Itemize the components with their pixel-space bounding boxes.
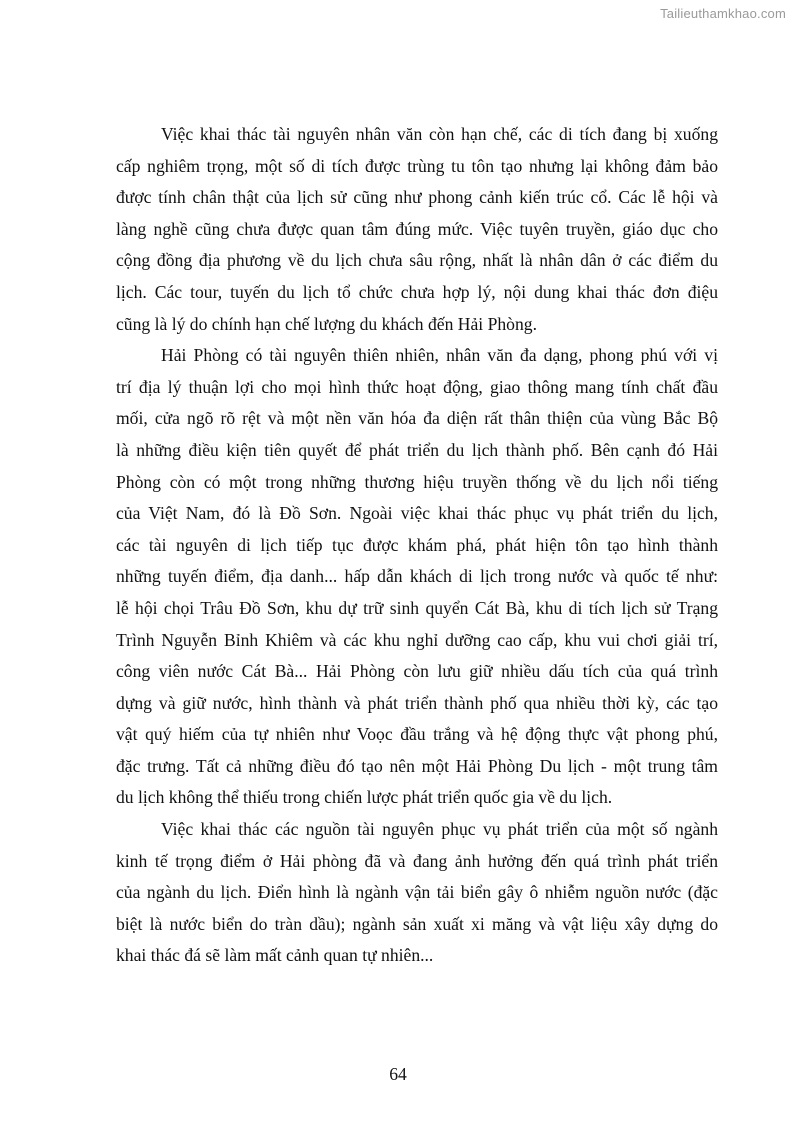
text-line: cũng là lý do chính hạn chế lượng du khách đến Hải Phòng.	[116, 313, 537, 334]
text-line: lịch. Các tour, tuyến du lịch tổ chức chưa hợp lý, nội dung khai thác đơn điệu	[116, 281, 718, 302]
text-line: khai thác đá sẽ làm mất cảnh quan tự nhiên...	[116, 945, 434, 966]
text-line: vật quý hiếm của tự nhiên như Voọc đầu trắng và hệ động thực vật phong phú,	[116, 724, 718, 745]
text-line: mối, cửa ngõ rõ rệt và một nền văn hóa đa diện rất thân thiện của vùng Bắc Bộ	[116, 408, 718, 429]
text-line: biệt là nước biển do tràn dầu); ngành sản xuất xi măng và vật liệu xây dựng do	[116, 913, 718, 934]
text-line: Phòng còn có một trong những thương hiệu truyền thống về du lịch nổi tiếng	[116, 471, 718, 492]
watermark-text: Tailieuthamkhao.com	[660, 6, 786, 21]
text-line: trí địa lý thuận lợi cho mọi hình thức hoạt động, giao thông mang tính chất đầu	[116, 376, 718, 397]
page-number: 64	[389, 1064, 407, 1084]
text-line: Việc khai thác các nguồn tài nguyên phục vụ phát triển của một số ngành	[161, 819, 718, 840]
paragraph-3	[116, 814, 718, 972]
text-line: là những điều kiện tiên quyết để phát triển du lịch thành phố. Bên cạnh đó Hải	[116, 439, 718, 460]
text-line: lễ hội chọi Trâu Đồ Sơn, khu dự trữ sinh quyển Cát Bà, khu di tích lịch sử Trạng	[116, 597, 718, 618]
text-line: Việc khai thác tài nguyên nhân văn còn hạn chế, các di tích đang bị xuống	[161, 124, 718, 144]
text-line: được tính chân thật của lịch sử cũng như phong cảnh kiến trúc cổ. Các lễ hội và	[116, 187, 718, 208]
text-line: làng nghề cũng chưa được quan tâm đúng mức. Việc tuyên truyền, giáo dục cho	[116, 218, 718, 239]
text-line: của Việt Nam, đó là Đồ Sơn. Ngoài việc khai thác phục vụ phát triển du lịch,	[116, 503, 718, 524]
text-line: của ngành du lịch. Điển hình là ngành vận tải biển gây ô nhiễm nguồn nước (đặc	[116, 882, 718, 903]
text-line: du lịch không thể thiếu trong chiến lược phát triển quốc gia về du lịch.	[116, 787, 613, 808]
text-line: các tài nguyên di lịch tiếp tục được khám phá, phát hiện tôn tạo hình thành	[116, 534, 718, 555]
paragraph-2	[116, 340, 718, 814]
document-body	[116, 119, 718, 972]
text-line: kinh tế trọng điểm ở Hải phòng đã và đang ảnh hưởng đến quá trình phát triển	[116, 850, 718, 871]
text-line: dựng và giữ nước, hình thành và phát triển thành phố qua nhiều thời kỳ, các tạo	[116, 692, 718, 713]
paragraph-1	[116, 119, 718, 340]
text-line: đặc trưng. Tất cả những điều đó tạo nên một Hải Phòng Du lịch - một trung tâm	[116, 755, 718, 776]
text-line: Hải Phòng có tài nguyên thiên nhiên, nhân văn đa dạng, phong phú với vị	[161, 345, 718, 366]
text-line: cộng đồng địa phương về du lịch chưa sâu rộng, nhất là nhân dân ở các điểm du	[116, 250, 718, 271]
text-line: cấp nghiêm trọng, một số di tích được trùng tu tôn tạo nhưng lại không đảm bảo	[116, 155, 718, 176]
text-line: công viên nước Cát Bà... Hải Phòng còn lưu giữ nhiều dấu tích của quá trình	[116, 661, 718, 682]
text-line: Trình Nguyễn Bỉnh Khiêm và các khu nghỉ dưỡng cao cấp, khu vui chơi giải trí,	[116, 629, 718, 650]
text-line: những tuyến điểm, địa danh... hấp dẫn khách di lịch trong nước và quốc tế như:	[116, 566, 718, 587]
